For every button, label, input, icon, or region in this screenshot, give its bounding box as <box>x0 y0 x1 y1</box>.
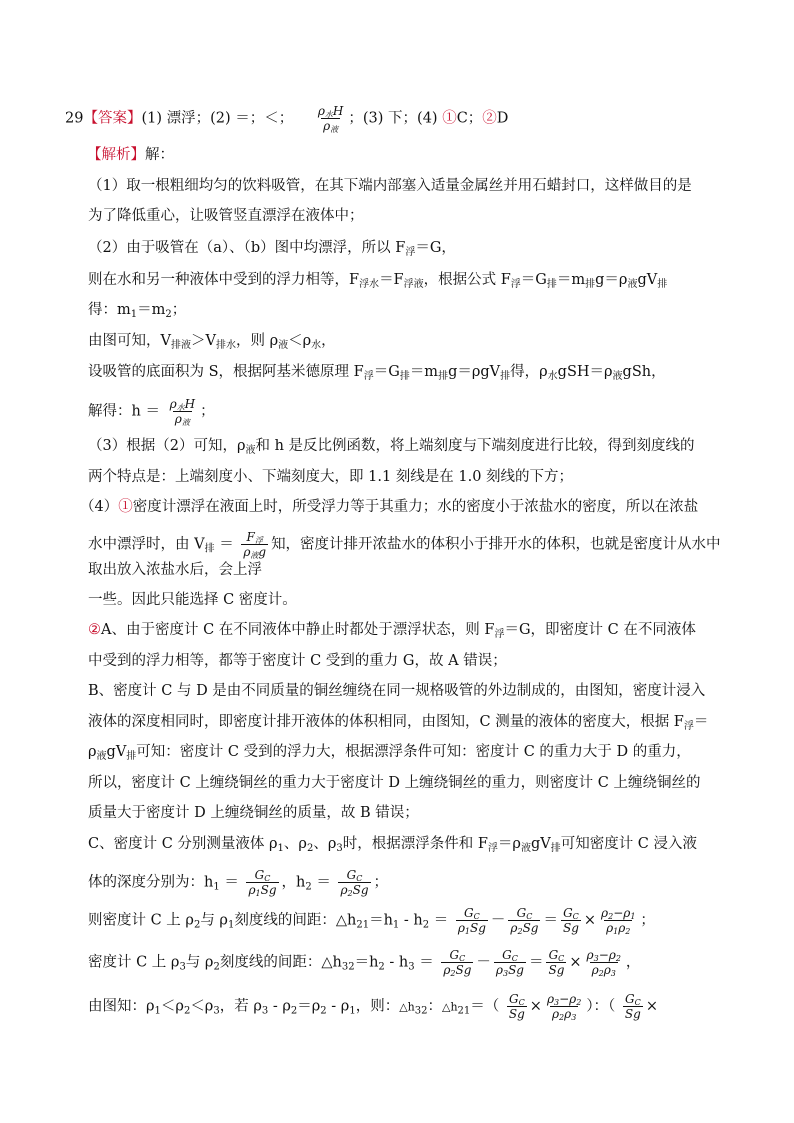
fraction-h1: $\frac{G_C}{\rho_1Sg}$ <box>248 868 277 898</box>
fraction-c: $\frac{G_C}{Sg}$ <box>562 906 579 935</box>
answer-line: 29【答案】(1) 漂浮；(2) ＝；＜； $\frac{\rho_水H}{\rho_液}$ ；(3) 下；(4) ①C；②D <box>65 104 509 134</box>
fraction-f: $\frac{G_C}{\rho_3Sg}$ <box>495 948 524 978</box>
p7-line4: 密度计 C 上 $\rho_3$与 $\rho_2$刻度线的间距：$\triangle h_{32}=h_2 - h_3$ ＝ $\frac{G_C}{\rho_2Sg}$ － $\frac{G_C}{\rho_3Sg}$ ＝ $\frac{G_C}{Sg}$ × $\frac{\rho_3-\rho_2}{\rho_2\rho_3}$ ， <box>88 948 641 978</box>
fraction-i: $\frac{G_C}{Sg}$ <box>508 992 525 1021</box>
p6-line3: $\rho_液gV_排$可知：密度计 C 受到的浮力大，根据漂浮条件可知：密度计 C 的重力大于 D 的重力， <box>88 744 691 762</box>
p4-line2: 水中漂浮时，由 $V_排$ ＝ $\frac{F_浮}{\rho_液g}$ 知，密度计排开浓盐水的体积小于排开水的体积，也就是密度计从水中 <box>88 530 721 560</box>
question-number: 29 <box>65 110 84 127</box>
p3-line2: 两个特点是：上端刻度小、下端刻度大，即 1.1 刻线是在 1.0 刻线的下方； <box>88 469 574 485</box>
fraction-h-solution: $\frac{\rho_水H}{\rho_液}$ <box>169 397 196 427</box>
fraction-h: $\frac{\rho_3-\rho_2}{\rho_2\rho_3}$ <box>586 948 621 978</box>
fraction-b: $\frac{G_C}{\rho_2Sg}$ <box>510 906 539 936</box>
analysis-heading: 【解析】解： <box>87 147 174 163</box>
p4-line3: 取出放入浓盐水后，会上浮 <box>88 562 262 578</box>
fraction-rho-water-H-over-rho-liquid: $\frac{\rho_水H}{\rho_液}$ <box>317 104 344 134</box>
fraction-k: $\frac{G_C}{Sg}$ <box>624 992 641 1021</box>
p7-line5: 由图知：$\rho_1<\rho_2<\rho_3$，若 $\rho_3 - \rho_2=\rho_2 - \rho_1$，则：$\triangle h_{32}$：$\triangle h_{21}=$（ $\frac{G_C}{Sg}$ × $\frac{\rho_3-\rho_2}{\rho_2\rho_3}$ ）：（ $\frac{G_C}{Sg}$ × <box>88 992 658 1022</box>
fraction-h2: $\frac{G_C}{\rho_2Sg}$ <box>340 868 369 898</box>
p1-line1: （1）取一根粗细均匀的饮料吸管，在其下端内部塞入适量金属丝并用石蜡封口，这样做目的是 <box>88 178 692 194</box>
answer-part-3: ；(3) 下；(4) <box>348 110 443 127</box>
p5-line2: 中受到的浮力相等，都等于密度计 C 受到的重力 G，故 A 错误； <box>88 653 507 669</box>
p2-line5: 设吸管的底面积为 S，根据阿基米德原理 $F_浮=G_排=m_排g=\rho gV_排$得，$\rho_水gSH=\rho_液gSh$， <box>88 364 666 382</box>
p2-line4: 由图可知，$V_{排液}>V_{排水}$，则 $\rho_液<\rho_水$， <box>88 333 336 351</box>
p7-line3: 则密度计 C 上 $\rho_2$与 $\rho_1$刻度线的间距：$\triangle h_{21}=h_1 - h_2$ ＝ $\frac{G_C}{\rho_1Sg}$ － $\frac{G_C}{\rho_2Sg}$ ＝ $\frac{G_C}{Sg}$ × $\frac{\rho_2-\rho_1}{\rho_1\rho_2}$ ； <box>88 906 655 936</box>
fraction-a: $\frac{G_C}{\rho_1Sg}$ <box>457 906 486 936</box>
fraction-j: $\frac{\rho_3-\rho_2}{\rho_2\rho_3}$ <box>546 992 582 1022</box>
answer-part-1-2: (1) 漂浮；(2) ＝；＜； <box>141 110 294 127</box>
p4-line1: （4）①密度计漂浮在液面上时，所受浮力等于其重力；水的密度小于浓盐水的密度，所以在浓盐 <box>80 499 699 515</box>
p4-line4: 一些。因此只能选择 C 密度计。 <box>88 592 297 608</box>
p6-line2: 液体的深度相同时，即密度计排开液体的体积相同，由图知，C 测量的液体的密度大，根据 $F_浮=$ <box>88 714 709 732</box>
p5-line1: ②A、由于密度计 C 在不同液体中静止时都处于漂浮状态，则 $F_浮=G$，即密度计 C 在不同液体 <box>88 622 696 640</box>
p3-line1: （3）根据（2）可知，$\rho_液$和 h 是反比例函数，将上端刻度与下端刻度进行比较，得到刻度线的 <box>88 438 695 456</box>
fraction-d: $\frac{\rho_2-\rho_1}{\rho_1\rho_2}$ <box>601 906 636 936</box>
p2-line1: （2）由于吸管在（a）、（b）图中均漂浮，所以 $F_浮=G$， <box>88 240 456 258</box>
p2-line2: 则在水和另一种液体中受到的浮力相等，$F_{浮水}=F_{浮液}$，根据公式 $F_浮=G_排=m_排g=\rho_液gV_排$ <box>88 272 668 290</box>
fraction-g: $\frac{G_C}{Sg}$ <box>548 948 565 977</box>
p6-line5: 质量大于密度计 D 上缠绕铜丝的质量，故 B 错误； <box>88 805 419 821</box>
p6-line4: 所以，密度计 C 上缠绕铜丝的重力大于密度计 D 上缠绕铜丝的重力，则密度计 C 上缠绕铜丝的 <box>88 775 701 791</box>
fraction-V-displaced: $\frac{F_浮}{\rho_液g}$ <box>243 530 267 560</box>
p7-line1: C、密度计 C 分别测量液体 $\rho_1$、$\rho_2$、$\rho_3$时，根据漂浮条件和 $F_浮=\rho_液gV_排$可知密度计 C 浸入液 <box>88 836 698 854</box>
p2-line6: 解得：h ＝ $\frac{\rho_水H}{\rho_液}$ ； <box>88 397 215 427</box>
answer-tag: 【答案】 <box>83 110 142 127</box>
fraction-e: $\frac{G_C}{\rho_2Sg}$ <box>443 948 472 978</box>
p1-line2: 为了降低重心，让吸管竖直漂浮在液体中； <box>88 208 364 224</box>
p7-line2: 体的深度分别为：$h_1$ ＝ $\frac{G_C}{\rho_1Sg}$ ，$h_2$ ＝ $\frac{G_C}{\rho_2Sg}$ ； <box>88 868 388 898</box>
p2-line3: 得：$m_1=m_2$； <box>88 302 187 320</box>
p6-line1: B、密度计 C 与 D 是由不同质量的铜丝缠绕在同一规格吸管的外边制成的，由图知，密度计浸入 <box>88 683 706 699</box>
